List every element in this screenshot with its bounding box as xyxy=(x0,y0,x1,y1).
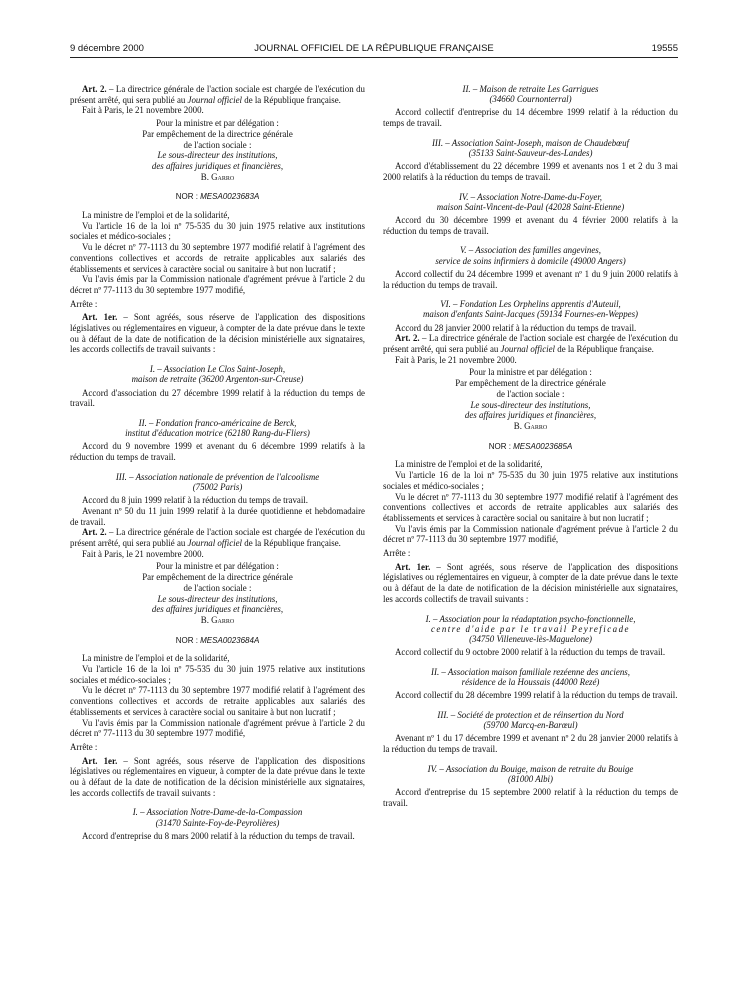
signed-date: Fait à Paris, le 21 novembre 2000. xyxy=(82,105,204,116)
preamble-vu: Vu le décret nº 77-1113 du 30 septembre 1977 modifié relatif à l'agrément des conventions collectives et accords de retraite applicables aux salariés des établissements et services à caractère social ou sanitaire à but non lucratif ; xyxy=(70,685,365,717)
article-1-paragraph: Art. 1er. – Sont agréés, sous réserve de l'application des dispositions législatives ou réglementaires en vigueur, à compter de la date prévue dans le texte ou à défaut de la date de notification de la décision ministérielle aux signataires, les accords collectifs de travail suivants : xyxy=(70,755,365,798)
agreement-text: Accord d'entreprise du 8 mars 2000 relatif à la réduction du temps de travail. xyxy=(82,830,355,841)
agreement-text: Accord du 8 juin 1999 relatif à la réduction du temps de travail. xyxy=(82,495,308,506)
establishment-heading: I. – Association Le Clos Saint-Joseph, maison de retraite (36200 Argenton-sur-Creuse) xyxy=(131,364,304,385)
nor-reference: NOR : MESA0023685A xyxy=(488,441,573,451)
preamble-vu: Vu le décret nº 77-1113 du 30 septembre 1977 modifié relatif à l'agrément des conventions collectives et accords de retraite applicables aux salariés des établissements et services à caractère social ou sanitaire à but non lucratif ; xyxy=(383,491,678,523)
article-2-paragraph: Art. 2. – La directrice générale de l'action sociale est chargée de l'exécution du présent arrêté, qui sera publié au Journal officiel de la République française. xyxy=(383,333,678,355)
arrete-heading: Arrête : xyxy=(70,741,98,752)
preamble-vu: Vu l'avis émis par la Commission nationale d'agrément prévue à l'article 2 du décret nº 77-1113 du 30 septembre 1977 modifié, xyxy=(383,523,678,545)
preamble-minister: La ministre de l'emploi et de la solidarité, xyxy=(82,653,230,664)
signatory-name: B. Garro xyxy=(200,171,235,182)
nor-reference: NOR : MESA0023684A xyxy=(175,635,260,645)
establishment-heading: V. – Association des familles angevines, service de soins infirmiers à domicile (49000 Angers) xyxy=(435,245,626,266)
agreement-text: Accord d'entreprise du 15 septembre 2000 relatif à la réduction du temps de travail. xyxy=(383,787,678,808)
signature-block: Pour la ministre et par délégation : Par empêchement de la directrice générale de l'action sociale : Le sous-directeur des institutions, des affaires juridiques et financières, B. Garro xyxy=(383,367,678,431)
signature-block: Pour la ministre et par délégation : Par empêchement de la directrice générale de l'action sociale : Le sous-directeur des institutions, des affaires juridiques et financières, B. Garro xyxy=(70,561,365,625)
header-page-number: 19555 xyxy=(651,43,678,54)
header-rule xyxy=(70,57,678,58)
signature-block: Pour la ministre et par délégation : Par empêchement de la directrice générale de l'action sociale : Le sous-directeur des institutions, des affaires juridiques et financières, B. Garro xyxy=(70,118,365,182)
preamble-minister: La ministre de l'emploi et de la solidarité, xyxy=(395,459,543,470)
preamble-minister: La ministre de l'emploi et de la solidarité, xyxy=(82,210,230,221)
signed-date: Fait à Paris, le 21 novembre 2000. xyxy=(82,548,204,559)
agreement-text: Accord collectif d'entreprise du 14 décembre 1999 relatif à la réduction du temps de travail. xyxy=(383,107,678,129)
header-date: 9 décembre 2000 xyxy=(70,43,144,54)
establishment-heading: II. – Fondation franco-américaine de Berck, institut d'éducation motrice (62180 Rang-du-Fliers) xyxy=(125,417,310,439)
establishment-heading: III. – Association nationale de prévention de l'alcoolisme (75002 Paris) xyxy=(115,471,320,492)
signatory-name: B. Garro xyxy=(513,420,548,431)
establishment-heading: IV. – Association Notre-Dame-du-Foyer, maison Saint-Vincent-de-Paul (42028 Saint-Etienne) xyxy=(436,191,625,212)
left-column xyxy=(70,84,365,842)
establishment-heading: II. – Association maison familiale rezéenne des anciens, résidence de la Houssais (44000 Rezé) xyxy=(431,666,630,688)
preamble-vu: Vu l'avis émis par la Commission nationale d'agrément prévue à l'article 2 du décret nº 77-1113 du 30 septembre 1977 modifié, xyxy=(70,274,365,295)
agreement-text: Accord du 9 novembre 1999 et avenant du 6 décembre 1999 relatifs à la réduction du temps de travail. xyxy=(70,441,365,463)
preamble-vu: Vu l'article 16 de la loi nº 75-535 du 30 juin 1975 relative aux institutions sociales et médico-sociales ; xyxy=(70,664,365,685)
arrete-heading: Arrête : xyxy=(383,548,411,559)
article-1-paragraph: Art. 1er. – Sont agréés, sous réserve de l'application des dispositions législatives ou réglementaires en vigueur, à compter de la date prévue dans le texte ou à défaut de la date de notification de la décision ministérielle aux signataires, les accords collectifs de travail suivants : xyxy=(383,561,678,604)
establishment-heading: III. – Association Saint-Joseph, maison de Chaudebœuf (35133 Saint-Sauveur-des-Landes) xyxy=(431,137,630,159)
article-2-paragraph: Art. 2. – La directrice générale de l'action sociale est chargée de l'exécution du présent arrêté, qui sera publié au Journal officiel de la République française. xyxy=(70,527,365,549)
agreement-text: Accord collectif du 9 octobre 2000 relatif à la réduction du temps de travail. xyxy=(395,647,666,658)
agreement-text: Accord du 30 décembre 1999 et avenant du 4 février 2000 relatifs à la réduction du temps de travail. xyxy=(383,215,678,236)
establishment-heading: I. – Association Notre-Dame-de-la-Compassion (31470 Sainte-Foy-de-Peyrolières) xyxy=(132,807,303,828)
preamble-vu: Vu l'article 16 de la loi nº 75-535 du 30 juin 1975 relative aux institutions sociales et médico-sociales ; xyxy=(383,470,678,491)
right-column xyxy=(383,84,678,809)
establishment-heading: VI. – Fondation Les Orphelins apprentis d'Auteuil, maison d'enfants Saint-Jacques (59134 Fournes-en-Weppes) xyxy=(422,299,639,320)
agreement-text: Accord collectif du 28 décembre 1999 relatif à la réduction du temps de travail. xyxy=(395,690,678,701)
agreement-text: Accord collectif du 24 décembre 1999 et avenant nº 1 du 9 juin 2000 relatifs à la réduction du temps de travail. xyxy=(383,268,678,290)
signed-date: Fait à Paris, le 21 novembre 2000. xyxy=(395,354,517,365)
nor-reference: NOR : MESA0023683A xyxy=(175,192,260,202)
establishment-heading: II. – Maison de retraite Les Garrigues (34660 Cournonterral) xyxy=(462,84,599,105)
header-journal-title: JOURNAL OFFICIEL DE LA RÉPUBLIQUE FRANÇAISE xyxy=(254,43,494,54)
agreement-text: Accord du 28 janvier 2000 relatif à la réduction du temps de travail. xyxy=(395,322,637,333)
signatory-name: B. Garro xyxy=(200,614,235,625)
establishment-heading: IV. – Association du Bouige, maison de retraite du Bouige (81000 Albi) xyxy=(427,763,634,784)
article-1-paragraph: Art. 1er. – Sont agréés, sous réserve de l'application des dispositions législatives ou réglementaires en vigueur, à compter de la date prévue dans le texte ou à défaut de la date de notification de la décision ministérielle aux signataires, les accords collectifs de travail suivants : xyxy=(70,312,365,355)
article-2-paragraph: Art. 2. – La directrice générale de l'action sociale est chargée de l'exécution du présent arrêté, qui sera publié au Journal officiel de la République française. xyxy=(70,84,365,105)
establishment-heading: I. – Association pour la réadaptation psycho-fonctionnelle, centre d'aide par le travail Peyreficade (34750 Villeneuve-lès-Maguelone) xyxy=(425,613,636,644)
preamble-vu: Vu l'article 16 de la loi nº 75-535 du 30 juin 1975 relative aux institutions sociales et médico-sociales ; xyxy=(70,220,365,242)
establishment-heading: III. – Société de protection et de réinsertion du Nord (59700 Marcq-en-Barœul) xyxy=(437,709,624,731)
agreement-text: Accord d'association du 27 décembre 1999 relatif à la réduction du temps de travail. xyxy=(70,387,365,409)
preamble-vu: Vu l'avis émis par la Commission nationale d'agrément prévue à l'article 2 du décret nº 77-1113 du 30 septembre 1977 modifié, xyxy=(70,717,365,739)
agreement-text: Avenant nº 50 du 11 juin 1999 relatif à la durée quotidienne et hebdomadaire de travail. xyxy=(70,505,365,527)
agreement-text: Accord d'établissement du 22 décembre 1999 et avenants nos 1 et 2 du 3 mai 2000 relatifs à la réduction du temps de travail. xyxy=(383,161,678,182)
agreement-text: Avenant nº 1 du 17 décembre 1999 et avenant nº 2 du 28 janvier 2000 relatifs à la réduction du temps de travail. xyxy=(383,733,678,755)
arrete-heading: Arrête : xyxy=(70,298,98,309)
page-header xyxy=(70,43,678,57)
preamble-vu: Vu le décret nº 77-1113 du 30 septembre 1977 modifié relatif à l'agrément des conventions collectives et accords de retraite applicables aux salariés des établissements et services à caractère social ou sanitaire à but non lucratif ; xyxy=(70,242,365,274)
